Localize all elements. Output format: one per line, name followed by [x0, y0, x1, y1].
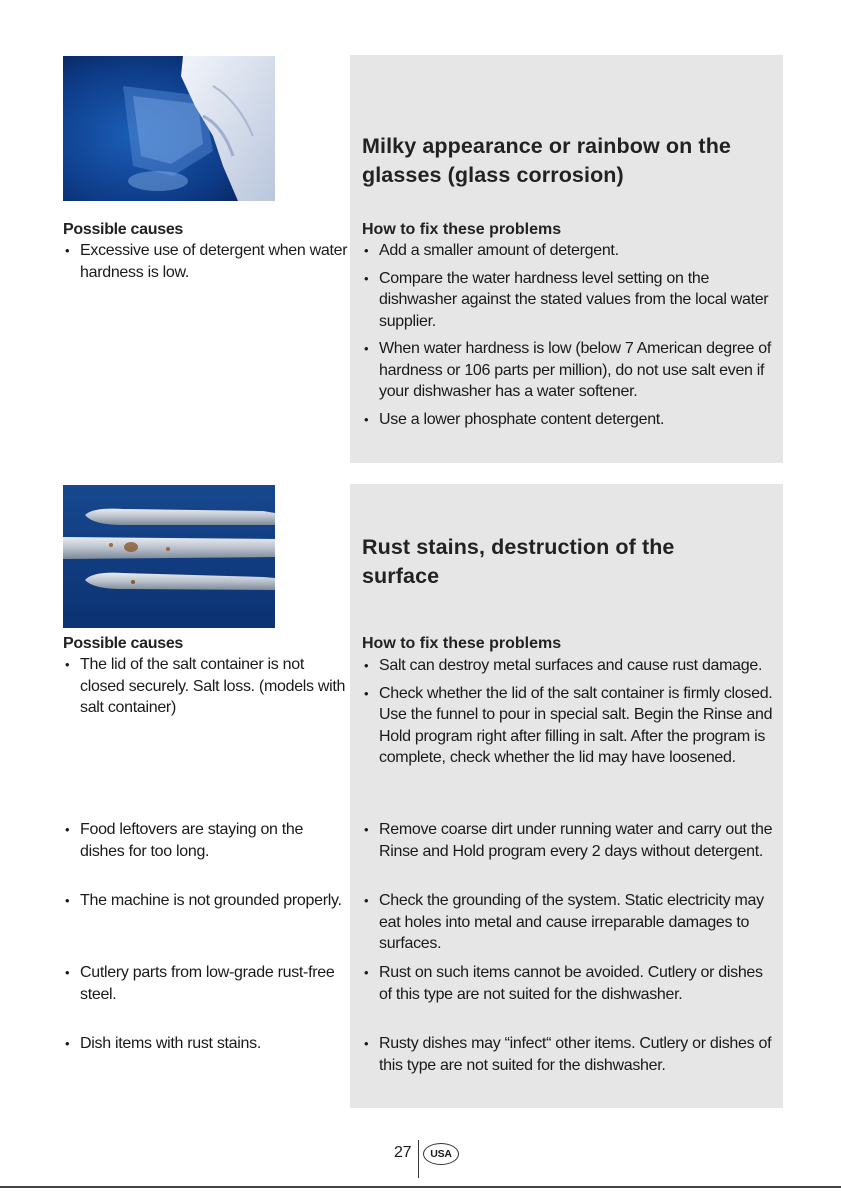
fixes-list-continued: [362, 1033, 777, 1076]
fixes-heading: How to fix these problems: [362, 221, 562, 238]
causes-heading: Possible causes: [63, 221, 184, 238]
causes-heading: Possible causes: [63, 635, 184, 652]
causes-list-continued: [63, 1033, 349, 1055]
list-item: • Remove coarse dirt under running water and carry out the Rinse and Hold program every 2 days without detergent.: [362, 819, 777, 862]
list-item: • Rust on such items cannot be avoided. Cutlery or dishes of this type are not suited for the dishwasher.: [362, 962, 777, 1005]
page-bottom-rule: [0, 1186, 841, 1188]
list-item: • Compare the water hardness level setting on the dishwasher against the stated values from the local water supplier.: [362, 268, 777, 333]
list-item: • Check whether the lid of the salt container is firmly closed. Use the funnel to pour in special salt. Begin the Rinse and Hold program right after filling in salt. After the program is complete, check whether the lid may have loosened.: [362, 683, 777, 769]
list-item: • Use a lower phosphate content detergent.: [362, 409, 777, 431]
causes-list-continued: [63, 962, 349, 1005]
causes-block-1: [63, 219, 349, 283]
causes-list-continued: [63, 890, 349, 912]
list-item: • Food leftovers are staying on the dishes for too long.: [63, 819, 349, 862]
region-badge: USA: [423, 1143, 459, 1165]
causes-list: [63, 240, 349, 283]
list-item: • Salt can destroy metal surfaces and cause rust damage.: [362, 655, 777, 677]
list-item: • Add a smaller amount of detergent.: [362, 240, 777, 262]
fixes-list-continued: [362, 890, 777, 955]
fixes-list-continued: [362, 962, 777, 1005]
fix-panel-1: [350, 55, 783, 463]
glass-corrosion-photo: [63, 56, 275, 201]
section-title: Milky appearance or rainbow on the glasses (glass corrosion): [362, 134, 731, 187]
list-item: • Check the grounding of the system. Static electricity may eat holes into metal and cause irreparable damages to surfaces.: [362, 890, 777, 955]
list-item: • Excessive use of detergent when water hardness is low.: [63, 240, 349, 283]
fixes-list-continued: [362, 819, 777, 862]
list-item: • When water hardness is low (below 7 American degree of hardness or 106 parts per million), do not use salt even if your dishwasher has a water softener.: [362, 338, 777, 403]
list-item: • The lid of the salt container is not closed securely. Salt loss. (models with salt container): [63, 654, 349, 719]
list-item: • Rusty dishes may “infect“ other items. Cutlery or dishes of this type are not suited for the dishwasher.: [362, 1033, 777, 1076]
list-item: • The machine is not grounded properly.: [63, 890, 349, 912]
fixes-list: [362, 240, 777, 430]
section-title: Rust stains, destruction of the surface: [362, 535, 675, 588]
causes-list: [63, 654, 349, 719]
rusty-knives-photo: [63, 485, 275, 628]
page-number: 27: [394, 1144, 412, 1161]
fixes-heading: How to fix these problems: [362, 635, 562, 652]
fixes-list: [362, 655, 777, 769]
fix-panel-2: [350, 484, 783, 1108]
causes-block-2: [63, 633, 349, 719]
list-item: • Cutlery parts from low-grade rust-free steel.: [63, 962, 349, 1005]
list-item: • Dish items with rust stains.: [63, 1033, 349, 1055]
footer-divider: [418, 1140, 419, 1178]
causes-list-continued: [63, 819, 349, 862]
